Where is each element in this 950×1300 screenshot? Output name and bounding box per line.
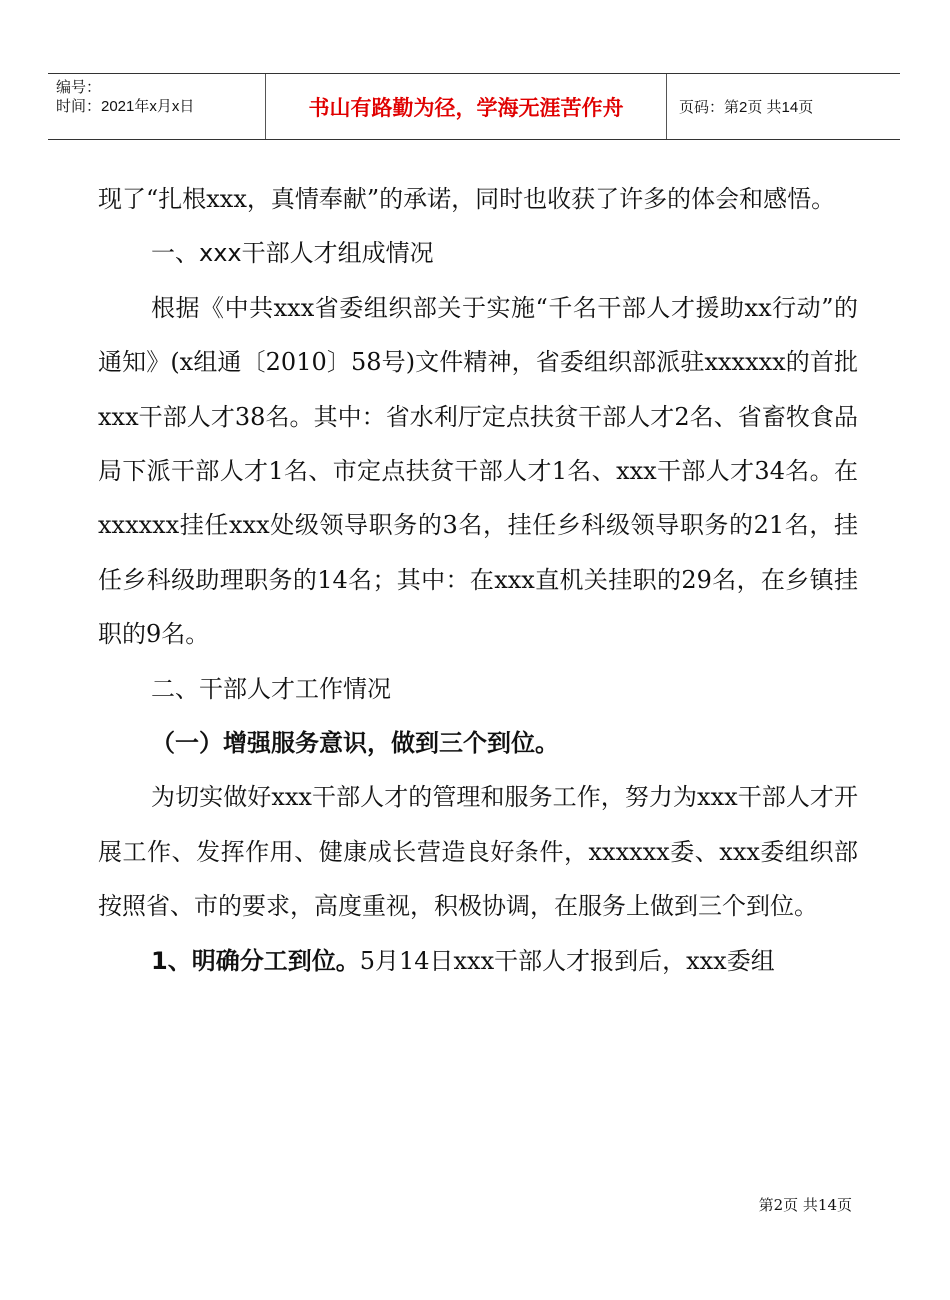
paragraph: 现了“扎根xxx，真情奉献”的承诺，同时也收获了许多的体会和感悟。	[98, 185, 836, 213]
page-header	[48, 73, 900, 140]
subsection-heading: （一）增强服务意识，做到三个到位。	[151, 729, 559, 758]
document-body	[98, 172, 858, 988]
time-line: 时间：2021年x月x日	[56, 98, 195, 115]
paragraph	[98, 934, 858, 988]
paragraph: 根据《中共xxx省委组织部关于实施“千名干部人才援助xx行动”的通知》(x组通〔2010〕58号)文件精神，省委组织部派驻xxxxxx的首批xxx干部人才38名。其中：省水利厅定点扶贫干部人才2名、省畜牧食品局下派干部人才1名、市定点扶贫干部人才1名、xxx干部人才34名。在xxxxxx挂任xxx处级领导职务的3名，挂任乡科级领导职务的21名，挂任乡科级助理职务的14名；其中：在xxx直机关挂职的29名，在乡镇挂职的9名。	[98, 293, 858, 649]
section-heading: 二、干部人才工作情况	[151, 674, 391, 703]
paragraph-text: 5月14日xxx干部人才报到后，xxx委组	[359, 946, 775, 975]
paragraph-lead: 1、明确分工到位。	[151, 946, 360, 975]
header-meta	[48, 74, 266, 139]
section-heading: 一、xxx干部人才组成情况	[151, 239, 434, 268]
header-motto: 书山有路勤为径，学海无涯苦作舟	[266, 74, 667, 139]
header-page-info: 页码：第2页 共14页	[679, 99, 814, 116]
page-footer: 第2页 共14页	[758, 1196, 852, 1214]
number-label: 编号：	[56, 79, 102, 96]
paragraph: 为切实做好xxx干部人才的管理和服务工作，努力为xxx干部人才开展工作、发挥作用、健康成长营造良好条件，xxxxxx委、xxx委组织部按照省、市的要求，高度重视，积极协调，在服务上做到三个到位。	[98, 783, 858, 921]
